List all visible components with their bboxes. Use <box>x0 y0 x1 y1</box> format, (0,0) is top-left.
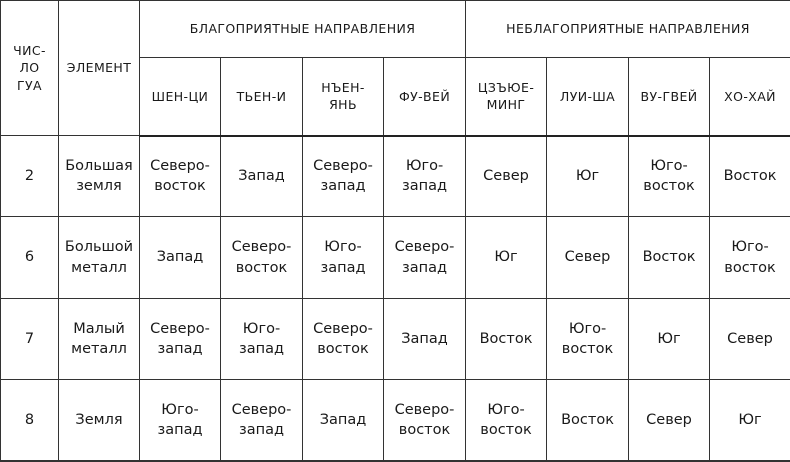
direction-line: запад <box>239 340 284 357</box>
direction-cell-nien-yan <box>303 380 384 461</box>
gua-number-header <box>1 1 59 136</box>
gua-number-cell: 2 <box>1 136 59 217</box>
column-header-nien-yan <box>303 58 384 136</box>
direction-line: Северо- <box>231 401 292 418</box>
direction-cell-wu-gui <box>629 217 710 298</box>
direction-line: Юго- <box>324 239 362 256</box>
table-body <box>1 136 790 462</box>
gua-number-cell: 6 <box>1 217 59 298</box>
direction-line: запад <box>239 422 284 439</box>
element-line: Малый <box>73 320 125 337</box>
column-header-jue-ming <box>466 58 547 136</box>
direction-line: Северо- <box>150 158 210 175</box>
direction-line: Запад <box>319 411 367 428</box>
column-header-line: НЪЕН- <box>321 79 365 95</box>
column-header-fu-wei <box>384 58 466 136</box>
gua-number-cell: 8 <box>1 380 59 461</box>
direction-line: Север <box>727 330 773 347</box>
direction-line: Юг <box>738 411 762 428</box>
direction-line: запад <box>320 178 366 195</box>
element-line: земля <box>76 178 122 195</box>
element-line: Большая <box>65 157 133 174</box>
direction-line: запад <box>320 259 366 276</box>
column-header-line: ТЬЕН-И <box>236 88 287 104</box>
element-cell <box>59 217 140 298</box>
element-cell <box>59 380 140 461</box>
direction-line: Юг <box>575 168 600 185</box>
column-header-line: ФУ-ВЕЙ <box>398 88 451 104</box>
table-row <box>1 298 790 379</box>
direction-cell-tien-yi <box>221 380 303 461</box>
direction-line: Юго- <box>568 320 607 337</box>
favorable-directions-header: БЛАГОПРИЯТНЫЕ НАПРАВЛЕНИЯ <box>140 1 466 58</box>
direction-line: Северо- <box>394 401 455 418</box>
direction-line: Запад <box>401 330 448 347</box>
gua-header-line: ЧИС- <box>13 42 46 58</box>
direction-line: Запад <box>238 168 285 185</box>
column-header-wu-gui <box>629 58 710 136</box>
element-header: ЭЛЕМЕНТ <box>59 1 140 136</box>
direction-line: запад <box>402 259 448 276</box>
direction-line: восток <box>480 422 532 439</box>
direction-cell-nien-yan <box>303 217 384 298</box>
direction-cell-wu-gui <box>629 298 710 379</box>
direction-line: Северо- <box>150 320 210 337</box>
direction-line: Север <box>646 411 692 428</box>
direction-line: Юго- <box>242 320 281 337</box>
direction-cell-fu-wei <box>384 217 466 298</box>
direction-line: Северо- <box>231 239 292 256</box>
direction-cell-jue-ming <box>466 298 547 379</box>
direction-line: восток <box>317 340 369 357</box>
direction-cell-jue-ming <box>466 380 547 461</box>
header-row-groups <box>1 1 790 58</box>
column-header-liu-sha <box>547 58 629 136</box>
direction-cell-tien-yi <box>221 298 303 379</box>
direction-cell-shen-qi <box>140 136 221 217</box>
direction-line: Север <box>483 168 529 185</box>
direction-line: восток <box>154 178 206 195</box>
table-row <box>1 380 790 461</box>
direction-line: восток <box>398 422 451 439</box>
gua-header-line: ЛО <box>19 60 40 76</box>
direction-cell-shen-qi <box>140 380 221 461</box>
element-cell <box>59 136 140 217</box>
column-header-line: ВУ-ГВЕЙ <box>640 88 698 104</box>
column-header-line: ХО-ХАЙ <box>724 88 776 104</box>
element-line: Земля <box>75 411 123 428</box>
direction-cell-fu-wei <box>384 136 466 217</box>
column-header-ho-hai <box>710 58 790 136</box>
direction-line: Юго- <box>161 401 199 418</box>
direction-cell-ho-hai <box>710 380 790 461</box>
direction-cell-wu-gui <box>629 136 710 217</box>
direction-cell-fu-wei <box>384 380 466 461</box>
direction-cell-nien-yan <box>303 298 384 379</box>
direction-line: Юго- <box>650 158 688 175</box>
element-line: металл <box>71 340 127 357</box>
column-header-line: ЯНЬ <box>329 97 357 113</box>
direction-cell-tien-yi <box>221 217 303 298</box>
column-header-line: ЛУИ-ША <box>559 88 616 104</box>
direction-line: Восток <box>479 330 533 347</box>
direction-cell-shen-qi <box>140 298 221 379</box>
direction-line: Северо- <box>313 158 373 175</box>
column-header-line: ЦЗЪЮЕ- <box>477 79 535 95</box>
direction-line: восток <box>724 259 776 276</box>
direction-cell-nien-yan <box>303 136 384 217</box>
column-header-line: ШЕН-ЦИ <box>151 88 209 104</box>
direction-line: Северо- <box>394 239 455 256</box>
element-line: металл <box>71 259 127 276</box>
element-cell <box>59 298 140 379</box>
direction-cell-ho-hai <box>710 298 790 379</box>
direction-line: Восток <box>561 411 614 428</box>
direction-cell-liu-sha <box>547 217 629 298</box>
direction-cell-fu-wei <box>384 298 466 379</box>
direction-line: восток <box>643 178 695 195</box>
gua-number-cell: 7 <box>1 298 59 379</box>
direction-cell-jue-ming <box>466 136 547 217</box>
column-header-line: МИНГ <box>486 97 526 113</box>
direction-cell-liu-sha <box>547 298 629 379</box>
table-row <box>1 136 790 217</box>
direction-cell-wu-gui <box>629 380 710 461</box>
direction-line: Запад <box>156 249 204 266</box>
direction-cell-liu-sha <box>547 380 629 461</box>
element-line: Большой <box>64 239 134 256</box>
direction-cell-shen-qi <box>140 217 221 298</box>
direction-cell-jue-ming <box>466 217 547 298</box>
direction-line: запад <box>157 340 203 357</box>
direction-line: Юго- <box>405 158 444 175</box>
direction-line: Юг <box>657 330 681 347</box>
direction-line: Юго- <box>731 239 769 256</box>
unfavorable-directions-header: НЕБЛАГОПРИЯТНЫЕ НАПРАВЛЕНИЯ <box>466 1 790 58</box>
direction-cell-liu-sha <box>547 136 629 217</box>
gua-header-line: ГУА <box>17 77 42 93</box>
direction-cell-ho-hai <box>710 217 790 298</box>
direction-line: Восток <box>642 249 696 266</box>
direction-cell-tien-yi <box>221 136 303 217</box>
direction-line: Юго- <box>487 401 525 418</box>
direction-line: запад <box>402 178 448 195</box>
column-header-tien-yi <box>221 58 303 136</box>
direction-line: Юг <box>494 249 518 266</box>
direction-line: восток <box>561 340 614 357</box>
direction-cell-ho-hai <box>710 136 790 217</box>
direction-line: Север <box>564 249 611 266</box>
direction-line: запад <box>157 422 203 439</box>
table-row <box>1 217 790 298</box>
direction-line: восток <box>235 259 288 276</box>
direction-line: Северо- <box>313 320 373 337</box>
direction-line: Восток <box>723 168 777 185</box>
column-header-shen-qi <box>140 58 221 136</box>
